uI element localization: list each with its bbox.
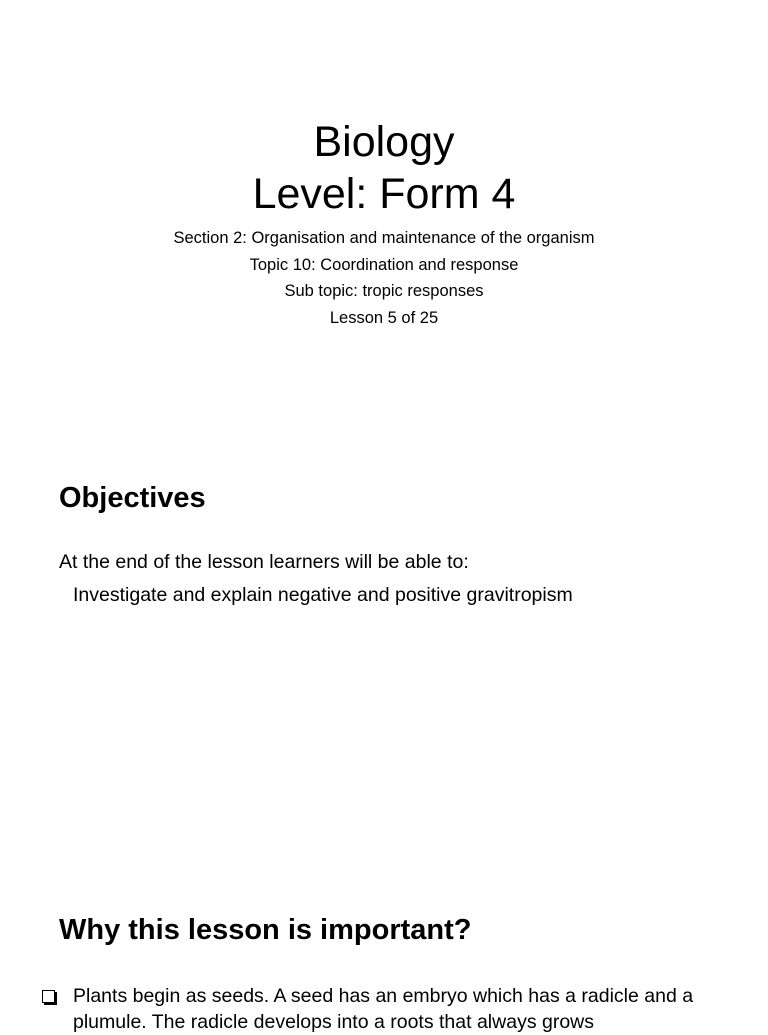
sub-topic-line: Sub topic: tropic responses bbox=[284, 282, 484, 300]
lesson-line: Lesson 5 of 25 bbox=[329, 309, 439, 327]
topic-line: Topic 10: Coordination and response bbox=[249, 256, 519, 274]
importance-item bbox=[42, 983, 718, 1035]
slide-title: Biology bbox=[313, 118, 455, 166]
importance-item-text: Plants begin as seeds. A seed has an embryo which has a radicle and a plumule. The radicle develops into a roots that always grows bbox=[73, 985, 694, 1033]
objectives-intro: At the end of the lesson learners will be able to: bbox=[59, 551, 469, 573]
objective-item-text: Investigate and explain negative and positive gravitropism bbox=[73, 584, 573, 606]
objectives-heading: Objectives bbox=[59, 482, 206, 514]
importance-heading: Why this lesson is important? bbox=[59, 914, 472, 946]
objective-item bbox=[42, 582, 718, 608]
section-line: Section 2: Organisation and maintenance of the organism bbox=[173, 229, 595, 247]
slide-level: Level: Form 4 bbox=[252, 170, 516, 218]
checkbox-bullet-icon bbox=[42, 990, 55, 1003]
